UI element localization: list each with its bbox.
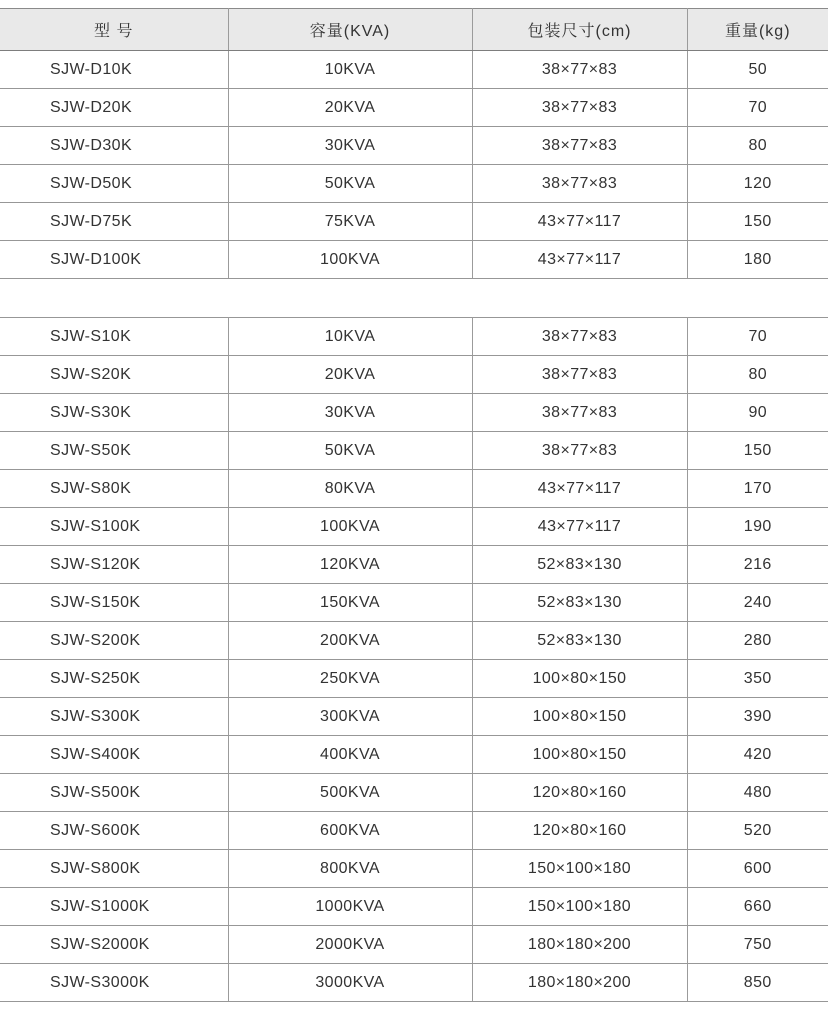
table-row xyxy=(0,546,828,584)
package-size-cell: 38×77×83 xyxy=(472,356,687,394)
model-cell: SJW-S3000K xyxy=(0,964,228,1002)
model-cell: SJW-S20K xyxy=(0,356,228,394)
weight-cell: 280 xyxy=(687,622,828,660)
capacity-cell: 2000KVA xyxy=(228,926,472,964)
weight-cell: 70 xyxy=(687,318,828,356)
table-row xyxy=(0,698,828,736)
header-weight: 重量(kg) xyxy=(687,9,828,51)
weight-cell: 150 xyxy=(687,203,828,241)
weight-cell: 600 xyxy=(687,850,828,888)
capacity-cell: 30KVA xyxy=(228,394,472,432)
table-gap xyxy=(0,279,828,317)
model-cell: SJW-S2000K xyxy=(0,926,228,964)
model-cell: SJW-S50K xyxy=(0,432,228,470)
model-cell: SJW-S500K xyxy=(0,774,228,812)
model-cell: SJW-S800K xyxy=(0,850,228,888)
table-row xyxy=(0,888,828,926)
package-size-cell: 38×77×83 xyxy=(472,89,687,127)
capacity-cell: 50KVA xyxy=(228,165,472,203)
model-cell: SJW-S400K xyxy=(0,736,228,774)
table-row xyxy=(0,165,828,203)
weight-cell: 390 xyxy=(687,698,828,736)
weight-cell: 170 xyxy=(687,470,828,508)
package-size-cell: 52×83×130 xyxy=(472,584,687,622)
model-cell: SJW-S150K xyxy=(0,584,228,622)
table-row xyxy=(0,926,828,964)
package-size-cell: 180×180×200 xyxy=(472,964,687,1002)
model-cell: SJW-D50K xyxy=(0,165,228,203)
model-cell: SJW-D75K xyxy=(0,203,228,241)
table-row xyxy=(0,241,828,279)
model-cell: SJW-S10K xyxy=(0,318,228,356)
spec-table-s-series xyxy=(0,317,828,1002)
d-series-body xyxy=(0,51,828,279)
capacity-cell: 20KVA xyxy=(228,356,472,394)
model-cell: SJW-S250K xyxy=(0,660,228,698)
weight-cell: 480 xyxy=(687,774,828,812)
s-series-body xyxy=(0,318,828,1002)
weight-cell: 80 xyxy=(687,127,828,165)
model-cell: SJW-S600K xyxy=(0,812,228,850)
package-size-cell: 43×77×117 xyxy=(472,470,687,508)
capacity-cell: 80KVA xyxy=(228,470,472,508)
model-cell: SJW-S100K xyxy=(0,508,228,546)
weight-cell: 150 xyxy=(687,432,828,470)
capacity-cell: 200KVA xyxy=(228,622,472,660)
table-row xyxy=(0,394,828,432)
model-cell: SJW-S200K xyxy=(0,622,228,660)
header-capacity: 容量(KVA) xyxy=(228,9,472,51)
header-package-size: 包装尺寸(cm) xyxy=(472,9,687,51)
table-row xyxy=(0,432,828,470)
table-row xyxy=(0,51,828,89)
weight-cell: 50 xyxy=(687,51,828,89)
package-size-cell: 100×80×150 xyxy=(472,660,687,698)
weight-cell: 70 xyxy=(687,89,828,127)
model-cell: SJW-S30K xyxy=(0,394,228,432)
capacity-cell: 3000KVA xyxy=(228,964,472,1002)
table-row xyxy=(0,850,828,888)
weight-cell: 120 xyxy=(687,165,828,203)
package-size-cell: 150×100×180 xyxy=(472,888,687,926)
capacity-cell: 500KVA xyxy=(228,774,472,812)
weight-cell: 190 xyxy=(687,508,828,546)
table-row xyxy=(0,89,828,127)
weight-cell: 216 xyxy=(687,546,828,584)
model-cell: SJW-S80K xyxy=(0,470,228,508)
package-size-cell: 52×83×130 xyxy=(472,622,687,660)
weight-cell: 660 xyxy=(687,888,828,926)
package-size-cell: 100×80×150 xyxy=(472,736,687,774)
weight-cell: 180 xyxy=(687,241,828,279)
package-size-cell: 150×100×180 xyxy=(472,850,687,888)
capacity-cell: 300KVA xyxy=(228,698,472,736)
spec-table-d-series xyxy=(0,8,828,279)
table-row xyxy=(0,622,828,660)
capacity-cell: 10KVA xyxy=(228,318,472,356)
package-size-cell: 43×77×117 xyxy=(472,508,687,546)
table-row xyxy=(0,508,828,546)
table-row xyxy=(0,812,828,850)
weight-cell: 520 xyxy=(687,812,828,850)
package-size-cell: 38×77×83 xyxy=(472,127,687,165)
capacity-cell: 20KVA xyxy=(228,89,472,127)
table-row xyxy=(0,736,828,774)
table-row xyxy=(0,964,828,1002)
table-row xyxy=(0,127,828,165)
capacity-cell: 400KVA xyxy=(228,736,472,774)
table-header xyxy=(0,9,828,51)
table-row xyxy=(0,774,828,812)
capacity-cell: 120KVA xyxy=(228,546,472,584)
capacity-cell: 30KVA xyxy=(228,127,472,165)
capacity-cell: 1000KVA xyxy=(228,888,472,926)
capacity-cell: 50KVA xyxy=(228,432,472,470)
model-cell: SJW-S300K xyxy=(0,698,228,736)
package-size-cell: 38×77×83 xyxy=(472,432,687,470)
weight-cell: 80 xyxy=(687,356,828,394)
table-row xyxy=(0,203,828,241)
model-cell: SJW-D30K xyxy=(0,127,228,165)
table-row xyxy=(0,356,828,394)
model-cell: SJW-D100K xyxy=(0,241,228,279)
package-size-cell: 120×80×160 xyxy=(472,774,687,812)
table-row xyxy=(0,318,828,356)
model-cell: SJW-D20K xyxy=(0,89,228,127)
package-size-cell: 38×77×83 xyxy=(472,394,687,432)
package-size-cell: 43×77×117 xyxy=(472,203,687,241)
package-size-cell: 38×77×83 xyxy=(472,318,687,356)
weight-cell: 420 xyxy=(687,736,828,774)
package-size-cell: 38×77×83 xyxy=(472,165,687,203)
package-size-cell: 43×77×117 xyxy=(472,241,687,279)
weight-cell: 240 xyxy=(687,584,828,622)
table-row xyxy=(0,660,828,698)
capacity-cell: 250KVA xyxy=(228,660,472,698)
header-row xyxy=(0,9,828,51)
table-row xyxy=(0,584,828,622)
package-size-cell: 52×83×130 xyxy=(472,546,687,584)
model-cell: SJW-S120K xyxy=(0,546,228,584)
capacity-cell: 75KVA xyxy=(228,203,472,241)
table-row xyxy=(0,470,828,508)
capacity-cell: 10KVA xyxy=(228,51,472,89)
model-cell: SJW-D10K xyxy=(0,51,228,89)
package-size-cell: 180×180×200 xyxy=(472,926,687,964)
weight-cell: 90 xyxy=(687,394,828,432)
capacity-cell: 100KVA xyxy=(228,508,472,546)
package-size-cell: 100×80×150 xyxy=(472,698,687,736)
weight-cell: 350 xyxy=(687,660,828,698)
package-size-cell: 38×77×83 xyxy=(472,51,687,89)
weight-cell: 750 xyxy=(687,926,828,964)
capacity-cell: 100KVA xyxy=(228,241,472,279)
weight-cell: 850 xyxy=(687,964,828,1002)
capacity-cell: 150KVA xyxy=(228,584,472,622)
package-size-cell: 120×80×160 xyxy=(472,812,687,850)
header-model: 型 号 xyxy=(0,9,228,51)
capacity-cell: 800KVA xyxy=(228,850,472,888)
capacity-cell: 600KVA xyxy=(228,812,472,850)
model-cell: SJW-S1000K xyxy=(0,888,228,926)
